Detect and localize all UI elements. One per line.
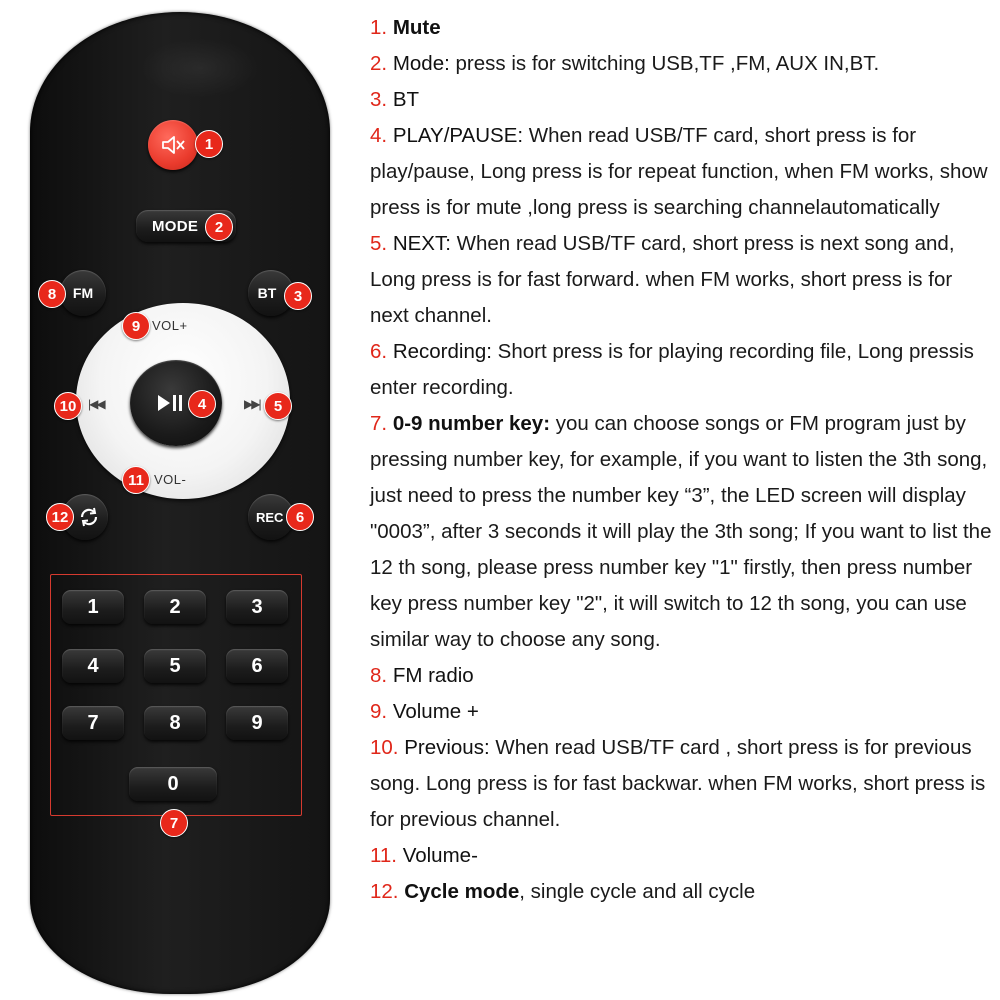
item-number: 5. bbox=[370, 232, 388, 255]
list-item bbox=[370, 406, 995, 658]
feature-description-list bbox=[370, 10, 995, 910]
list-item bbox=[370, 874, 995, 910]
list-item bbox=[370, 730, 995, 838]
item-number: 2. bbox=[370, 52, 388, 75]
item-term: BT bbox=[392, 88, 420, 111]
item-term: Cycle mode bbox=[404, 880, 520, 903]
item-term: Recording: bbox=[392, 340, 492, 363]
item-number: 6. bbox=[370, 340, 388, 363]
item-term: Volume- bbox=[402, 844, 478, 867]
item-text: you can choose songs or FM program just by pressing number key, for example, if you want to listen the 3th song, just need to press the number key “3”, the LED screen will display "0003”, after 3 seconds it will play the 3th song; If you want to list the 12 th song, please press number key "1" firstly, then press number key press number key "2", it will switch to 12 th song, you can use similar way to choose any song. bbox=[370, 412, 992, 651]
play-pause-icon bbox=[155, 393, 187, 413]
mode-button-label: MODE bbox=[152, 217, 199, 235]
fm-button[interactable] bbox=[60, 270, 106, 316]
vol-down-label[interactable]: VOL- bbox=[154, 472, 187, 487]
list-item bbox=[370, 82, 995, 118]
key-7[interactable]: 7 bbox=[62, 706, 124, 740]
item-term: 0-9 number key: bbox=[392, 412, 551, 435]
item-term: Previous: bbox=[404, 736, 490, 759]
vol-up-label[interactable]: VOL+ bbox=[152, 318, 188, 333]
badge-4: 4 bbox=[188, 390, 216, 418]
item-number: 11. bbox=[370, 844, 397, 867]
key-1[interactable]: 1 bbox=[62, 590, 124, 624]
item-text: press is for switching USB,TF ,FM, AUX IN,BT. bbox=[449, 52, 880, 75]
item-number: 9. bbox=[370, 700, 388, 723]
list-item bbox=[370, 334, 995, 406]
badge-12: 12 bbox=[46, 503, 74, 531]
key-4[interactable]: 4 bbox=[62, 649, 124, 683]
item-term: Mute bbox=[392, 16, 441, 39]
item-number: 7. bbox=[370, 412, 388, 435]
cycle-icon bbox=[78, 506, 100, 528]
badge-9: 9 bbox=[122, 312, 150, 340]
key-0[interactable]: 0 bbox=[129, 767, 217, 801]
item-number: 10. bbox=[370, 736, 399, 759]
item-term: NEXT: bbox=[392, 232, 451, 255]
list-item bbox=[370, 10, 995, 46]
badge-5: 5 bbox=[264, 392, 292, 420]
item-text: When read USB/TF card, short press is next song and, Long press is for fast forward. when FM works, short press is for next channel. bbox=[370, 232, 955, 327]
item-text: Short press is for playing recording file, Long pressis enter recording. bbox=[370, 340, 974, 399]
badge-1: 1 bbox=[195, 130, 223, 158]
badge-10: 10 bbox=[54, 392, 82, 420]
bt-button-label: BT bbox=[257, 285, 277, 301]
item-number: 4. bbox=[370, 124, 388, 147]
badge-3: 3 bbox=[284, 282, 312, 310]
item-term: Volume + bbox=[392, 700, 479, 723]
list-item bbox=[370, 118, 995, 226]
item-term: FM radio bbox=[392, 664, 474, 687]
item-number: 3. bbox=[370, 88, 388, 111]
item-text: , single cycle and all cycle bbox=[519, 880, 756, 903]
remote-shine bbox=[140, 38, 260, 98]
item-term: PLAY/PAUSE: bbox=[392, 124, 524, 147]
fm-button-label: FM bbox=[72, 285, 94, 301]
list-item bbox=[370, 658, 995, 694]
next-icon[interactable]: ▶▶| bbox=[244, 397, 260, 411]
key-9[interactable]: 9 bbox=[226, 706, 288, 740]
item-term: Mode: bbox=[392, 52, 450, 75]
item-number: 1. bbox=[370, 16, 388, 39]
key-5[interactable]: 5 bbox=[144, 649, 206, 683]
item-number: 8. bbox=[370, 664, 388, 687]
previous-icon[interactable]: |◀◀ bbox=[88, 397, 104, 411]
list-item bbox=[370, 226, 995, 334]
list-item bbox=[370, 694, 995, 730]
badge-2: 2 bbox=[205, 213, 233, 241]
key-6[interactable]: 6 bbox=[226, 649, 288, 683]
badge-7: 7 bbox=[160, 809, 188, 837]
key-8[interactable]: 8 bbox=[144, 706, 206, 740]
item-text: When read USB/TF card, short press is for play/pause, Long press is for repeat function, when FM works, show press is for mute ,long press is searching channelautomatically bbox=[370, 124, 988, 219]
mute-icon bbox=[160, 134, 186, 156]
mute-button[interactable] bbox=[148, 120, 198, 170]
list-item bbox=[370, 838, 995, 874]
key-2[interactable]: 2 bbox=[144, 590, 206, 624]
rec-button-label: REC bbox=[256, 509, 284, 525]
list-item bbox=[370, 46, 995, 82]
key-3[interactable]: 3 bbox=[226, 590, 288, 624]
item-number: 12. bbox=[370, 880, 399, 903]
item-text: When read USB/TF card , short press is for previous song. Long press is for fast backwar. when FM works, short press is for previous channel. bbox=[370, 736, 986, 831]
badge-11: 11 bbox=[122, 466, 150, 494]
badge-6: 6 bbox=[286, 503, 314, 531]
badge-8: 8 bbox=[38, 280, 66, 308]
